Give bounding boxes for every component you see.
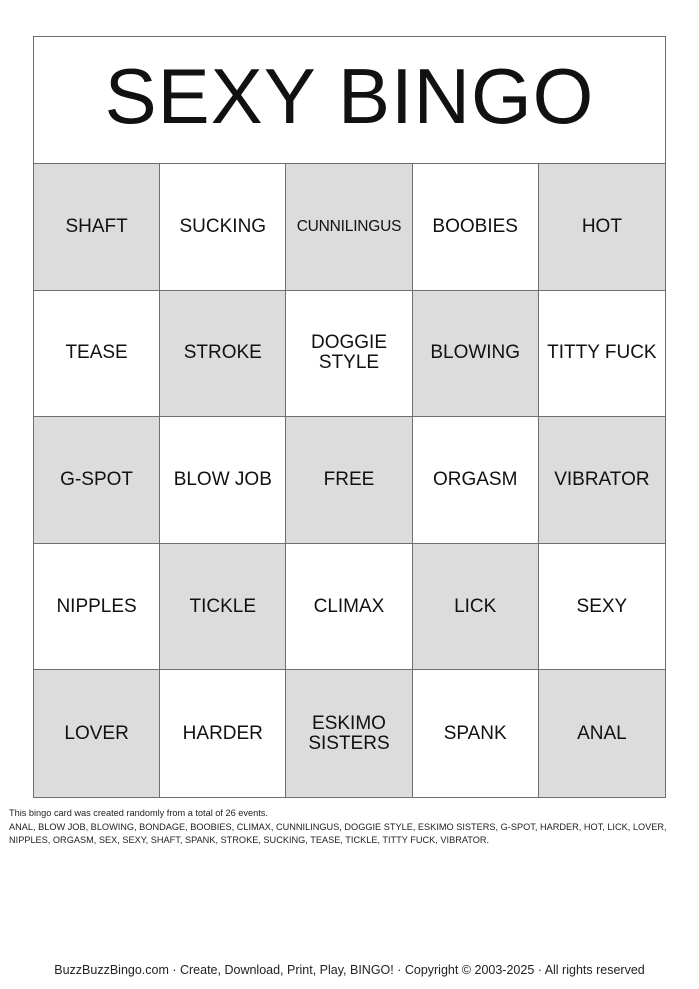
free-space-cell: FREE [286, 417, 412, 544]
bingo-cell: SUCKING [160, 164, 286, 291]
bingo-cell: NIPPLES [34, 544, 160, 671]
bingo-grid [34, 164, 665, 797]
bingo-cell: DOGGIE STYLE [286, 291, 412, 418]
card-title: SEXY BINGO [104, 52, 595, 140]
bingo-cell: BLOW JOB [160, 417, 286, 544]
bingo-cell: SHAFT [34, 164, 160, 291]
bingo-cell: TICKLE [160, 544, 286, 671]
bingo-cell: SPANK [413, 670, 539, 797]
bingo-cell: G-SPOT [34, 417, 160, 544]
footer: BuzzBuzzBingo.com · Create, Download, Print, Play, BINGO! · Copyright © 2003-2025 · All rights reserved [54, 963, 645, 977]
bingo-cell: HOT [539, 164, 665, 291]
bingo-cell: VIBRATOR [539, 417, 665, 544]
bingo-card [33, 36, 666, 798]
bingo-cell: ANAL [539, 670, 665, 797]
bingo-cell: LICK [413, 544, 539, 671]
bingo-cell: HARDER [160, 670, 286, 797]
title-box [34, 37, 665, 164]
bingo-cell: ESKIMO SISTERS [286, 670, 412, 797]
bingo-cell: SEXY [539, 544, 665, 671]
bingo-cell: LOVER [34, 670, 160, 797]
event-list-note [9, 807, 693, 848]
bingo-cell: BLOWING [413, 291, 539, 418]
bingo-cell: TITTY FUCK [539, 291, 665, 418]
bingo-cell: CLIMAX [286, 544, 412, 671]
note-event-list: ANAL, BLOW JOB, BLOWING, BONDAGE, BOOBIES, CLIMAX, CUNNILINGUS, DOGGIE STYLE, ESKIMO SISTERS, G-SPOT, HARDER, HOT, LICK, LOVER, NIPPLES, ORGASM, SEX, SEXY, SHAFT, SPANK, STROKE, SUCKING, TEASE, TICKLE, TITTY FUCK, VIBRATOR. [9, 821, 667, 845]
bingo-cell: BOOBIES [413, 164, 539, 291]
bingo-cell: TEASE [34, 291, 160, 418]
bingo-cell: CUNNILINGUS [286, 164, 412, 291]
note-intro: This bingo card was created randomly from a total of 26 events. [9, 808, 268, 818]
bingo-cell: ORGASM [413, 417, 539, 544]
bingo-cell: STROKE [160, 291, 286, 418]
